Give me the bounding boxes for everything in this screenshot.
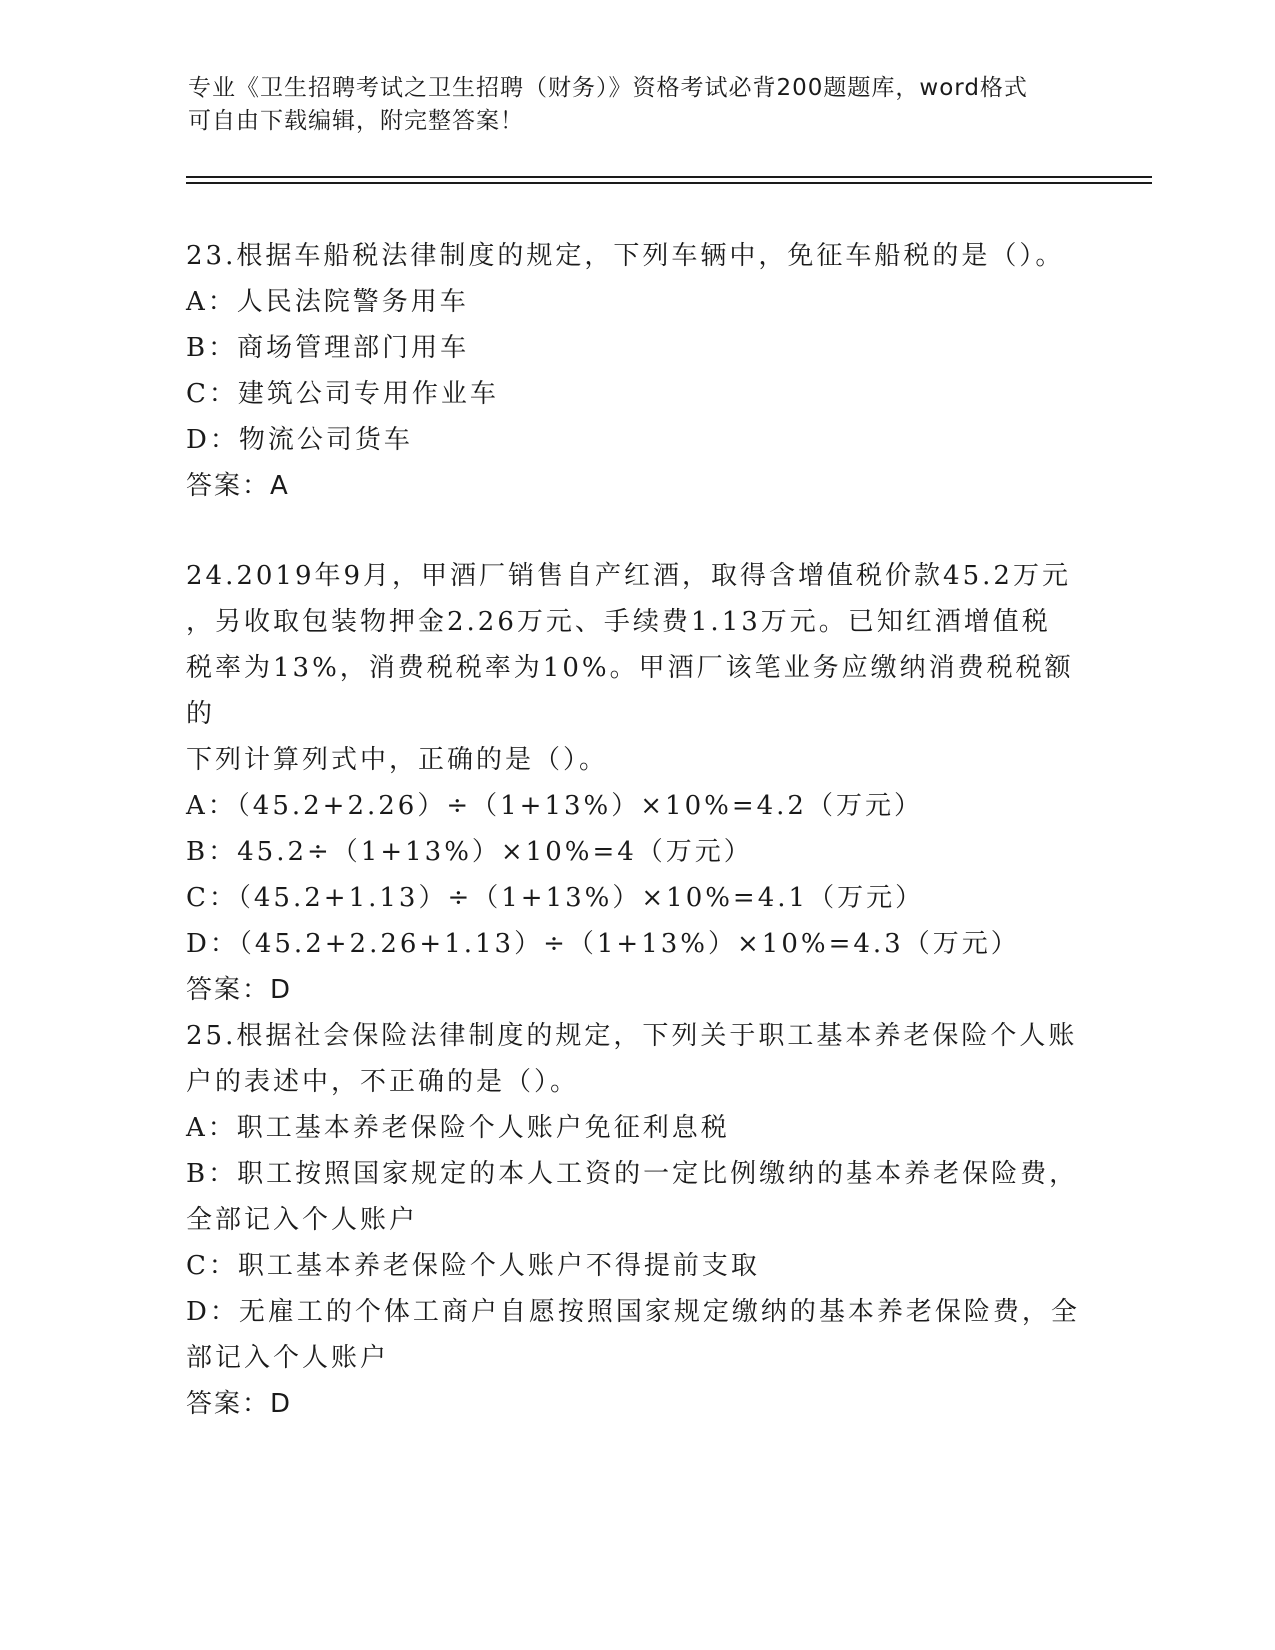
option-a: A：职工基本养老保险个人账户免征利息税 <box>186 1113 730 1143</box>
option-d: D：物流公司货车 <box>186 425 413 455</box>
option-b: B：45.2÷（1+13%）×10%=4（万元） <box>186 837 753 867</box>
option-a: A：（45.2+2.26）÷（1+13%）×10%=4.2（万元） <box>186 791 923 821</box>
question-23 <box>186 233 1086 509</box>
option-a: A：人民法院警务用车 <box>186 287 469 317</box>
question-stem-line: 户的表述中，不正确的是（）。 <box>186 1067 580 1097</box>
header-line-2: 可自由下载编辑，附完整答案！ <box>188 108 524 134</box>
answer-line: 答案：D <box>186 975 293 1005</box>
option-b-continued: 全部记入个人账户 <box>186 1205 419 1235</box>
question-stem-line: ，另收取包装物押金2.26万元、手续费1.13万元。已知红酒增值税 <box>186 607 1051 637</box>
question-stem-line: 24.2019年9月，甲酒厂销售自产红酒，取得含增值税价款45.2万元 <box>186 561 1071 591</box>
answer-line: 答案：A <box>186 471 290 501</box>
header-divider-bottom <box>186 182 1152 184</box>
header-line-1: 专业《卫生招聘考试之卫生招聘（财务）》资格考试必背200题题库，word格式 <box>188 75 1028 101</box>
question-stem-line: 23.根据车船税法律制度的规定，下列车辆中，免征车船税的是（）。 <box>186 241 1065 271</box>
question-24 <box>186 553 1086 1013</box>
document-header <box>188 72 1068 138</box>
header-divider-top <box>186 176 1152 178</box>
answer-line: 答案：D <box>186 1389 293 1419</box>
option-d-continued: 部记入个人账户 <box>186 1343 390 1373</box>
question-stem-line: 25.根据社会保险法律制度的规定，下列关于职工基本养老保险个人账 <box>186 1021 1078 1051</box>
option-c: C：（45.2+1.13）÷（1+13%）×10%=4.1（万元） <box>186 883 925 913</box>
option-c: C：职工基本养老保险个人账户不得提前支取 <box>186 1251 760 1281</box>
option-d: D：无雇工的个体工商户自愿按照国家规定缴纳的基本养老保险费，全 <box>186 1297 1080 1327</box>
question-stem-line: 税率为13%，消费税税率为10%。甲酒厂该笔业务应缴纳消费税税额的 <box>186 653 1074 729</box>
option-b: B：职工按照国家规定的本人工资的一定比例缴纳的基本养老保险费， <box>186 1159 1079 1189</box>
question-stem-line: 下列计算列式中，正确的是（）。 <box>186 745 609 775</box>
option-b: B：商场管理部门用车 <box>186 333 470 363</box>
question-25 <box>186 1013 1086 1427</box>
option-c: C：建筑公司专用作业车 <box>186 379 499 409</box>
option-d: D：（45.2+2.26+1.13）÷（1+13%）×10%=4.3（万元） <box>186 929 1020 959</box>
